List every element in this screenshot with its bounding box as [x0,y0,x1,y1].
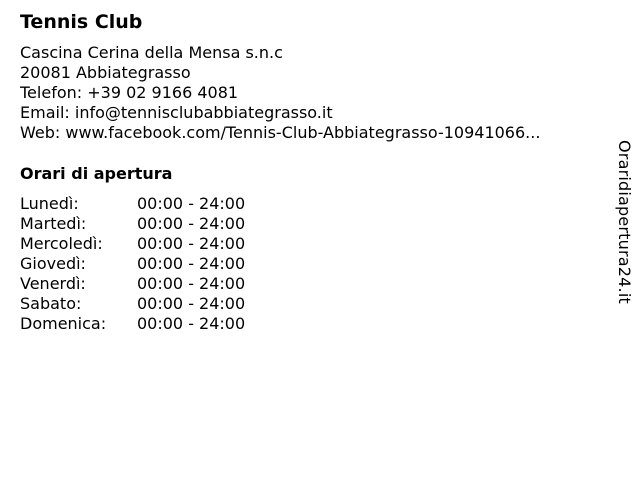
day-label: Giovedì: [20,254,86,273]
day-label: Domenica: [20,314,107,333]
time-range: 00:00 - 24:00 [137,294,246,313]
web-text: Web: www.facebook.com/Tennis-Club-Abbiategrasso-10941066... [20,123,541,142]
hours-row-friday [20,274,245,294]
time-range: 00:00 - 24:00 [137,254,246,273]
time-range: 00:00 - 24:00 [137,214,246,233]
hours-row-thursday [20,254,245,274]
day-label: Lunedì: [20,194,79,213]
page-title: Tennis Club [20,11,143,33]
time-range: 00:00 - 24:00 [137,194,246,213]
address-line-1: Cascina Cerina della Mensa s.n.c [20,43,283,62]
opening-hours-heading: Orari di apertura [20,164,173,183]
hours-row-tuesday [20,214,245,234]
day-label: Venerdì: [20,274,86,293]
day-label: Martedì: [20,214,87,233]
hours-row-saturday [20,294,245,314]
time-range: 00:00 - 24:00 [137,234,246,253]
hours-row-monday [20,194,245,214]
phone-text: Telefon: +39 02 9166 4081 [20,83,239,102]
day-label: Mercoledì: [20,234,103,253]
email-text: Email: info@tennisclubabbiategrasso.it [20,103,333,122]
opening-hours-list [20,194,245,334]
contact-info [20,43,610,143]
address-line-2: 20081 Abbiategrasso [20,63,191,82]
brand-label: Oraridiapertura24.it [615,140,634,304]
hours-row-wednesday [20,234,245,254]
day-label: Sabato: [20,294,82,313]
time-range: 00:00 - 24:00 [137,314,246,333]
hours-row-sunday [20,314,245,334]
time-range: 00:00 - 24:00 [137,274,246,293]
brand-vertical-text [612,134,636,310]
